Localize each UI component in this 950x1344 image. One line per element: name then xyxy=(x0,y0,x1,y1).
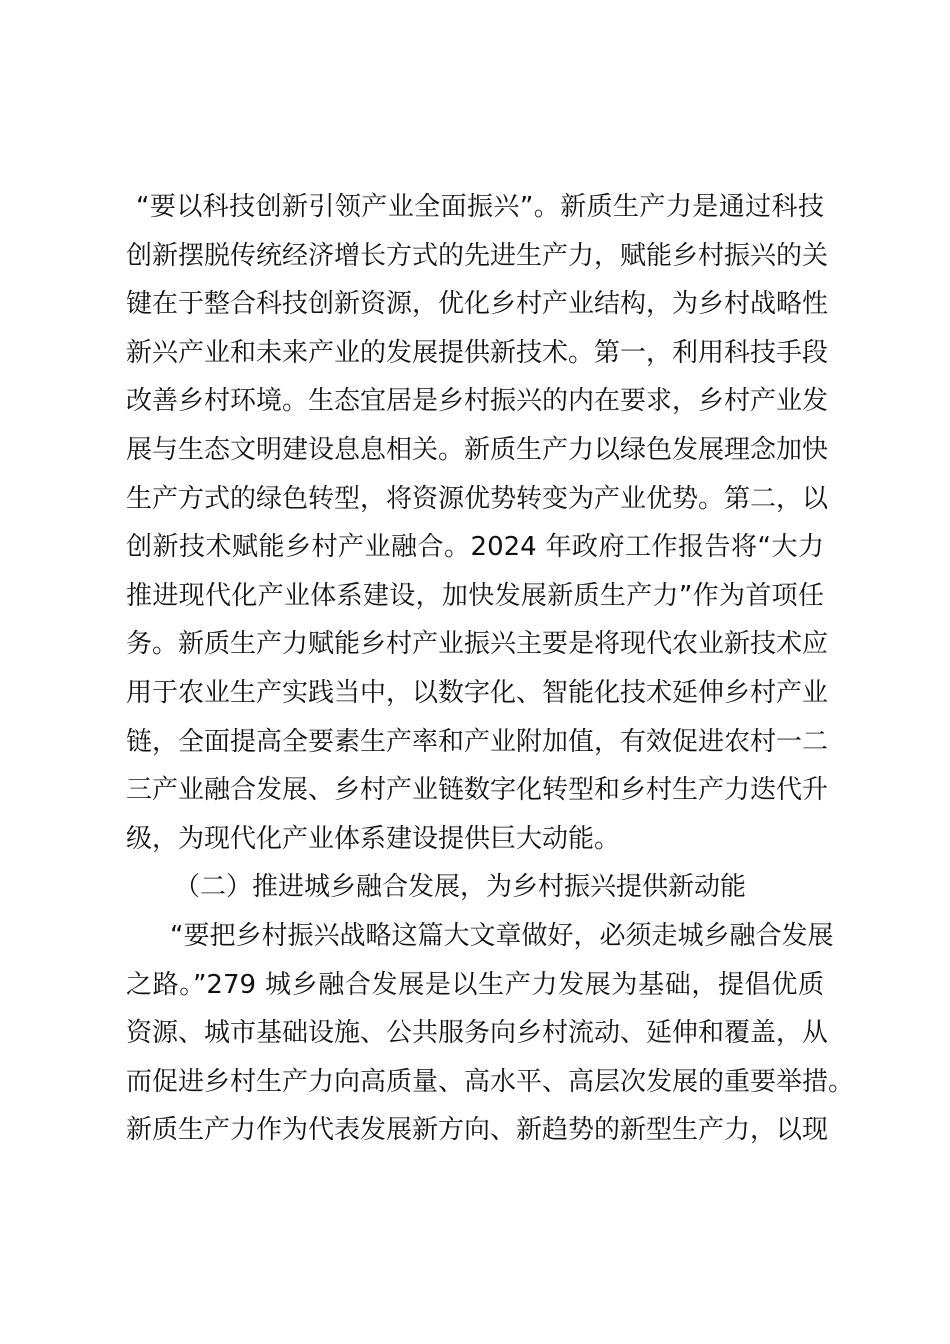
paragraph-line: 创新摆脱传统经济增长方式的先进生产力，赋能乡村振兴的关 xyxy=(126,240,829,271)
paragraph-line: 链，全面提高全要素生产率和产业附加值，有效促进农村一二 xyxy=(126,726,829,757)
paragraph-line: “要把乡村振兴战略这篇大文章做好，必须走城乡融合发展 xyxy=(170,920,834,951)
paragraph-line: 三产业融合发展、乡村产业链数字化转型和乡村生产力迭代升 xyxy=(126,775,829,806)
paragraph-line: 用于农业生产实践当中，以数字化、智能化技术延伸乡村产业 xyxy=(126,677,829,708)
document-body xyxy=(126,183,855,1155)
paragraph-line: 之路。”279 城乡融合发展是以生产力发展为基础，提倡优质 xyxy=(126,969,824,1000)
paragraph-line: 级，为现代化产业体系建设提供巨大动能。 xyxy=(126,823,621,854)
paragraph-line: “要以科技创新引领产业全面振兴”。新质生产力是通过科技 xyxy=(136,192,824,222)
paragraph-line: 键在于整合科技创新资源，优化乡村产业结构，为乡村战略性 xyxy=(126,289,829,320)
paragraph-line: 生产方式的绿色转型，将资源优势转变为产业优势。第二，以 xyxy=(126,483,829,514)
paragraph-line: 新质生产力作为代表发展新方向、新趋势的新型生产力，以现 xyxy=(126,1115,829,1146)
paragraph-line: 而促进乡村生产力向高质量、高水平、高层次发展的重要举措。 xyxy=(126,1066,855,1097)
paragraph-line: 改善乡村环境。生态宜居是乡村振兴的内在要求，乡村产业发 xyxy=(126,386,829,417)
paragraph-line: 展与生态文明建设息息相关。新质生产力以绿色发展理念加快 xyxy=(126,434,829,465)
paragraph-line: 推进现代化产业体系建设，加快发展新质生产力”作为首项任 xyxy=(126,580,824,611)
paragraph-line: 资源、城市基础设施、公共服务向乡村流动、延伸和覆盖，从 xyxy=(126,1018,829,1049)
paragraph-line: 新兴产业和未来产业的发展提供新技术。第一，利用科技手段 xyxy=(126,337,829,368)
paragraph-line: 务。新质生产力赋能乡村产业振兴主要是将现代农业新技术应 xyxy=(126,629,829,660)
section-heading: （二）推进城乡融合发展，为乡村振兴提供新动能 xyxy=(174,872,747,903)
paragraph-line: 创新技术赋能乡村产业融合。2024 年政府工作报告将“大力 xyxy=(126,532,824,563)
